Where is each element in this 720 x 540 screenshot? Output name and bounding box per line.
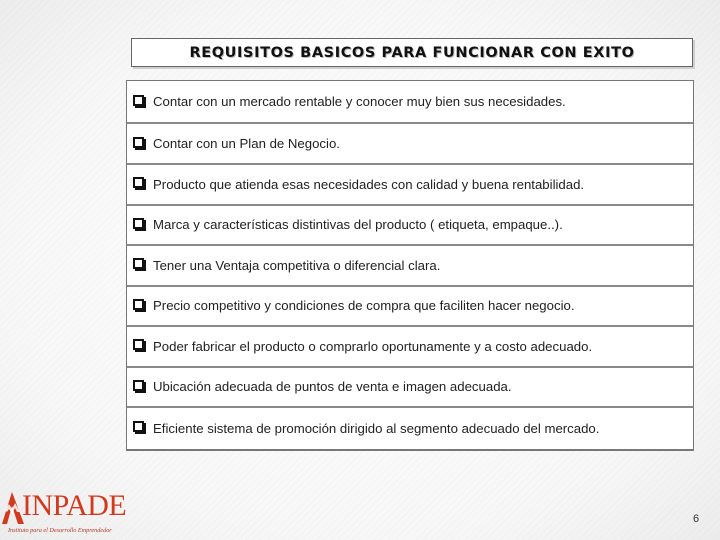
checkbox-square-icon	[133, 299, 144, 310]
checkbox-square-icon	[133, 137, 144, 148]
list-item	[127, 246, 693, 287]
list-item	[127, 287, 693, 328]
list-item	[127, 368, 693, 409]
list-item	[127, 165, 693, 206]
list-item-text: Contar con un mercado rentable y conocer muy bien sus necesidades.	[153, 94, 566, 109]
list-item	[127, 206, 693, 247]
slide-title	[131, 38, 693, 67]
logo-name: INPADE	[22, 489, 127, 522]
checkbox-square-icon	[133, 95, 144, 106]
list-item-text: Ubicación adecuada de puntos de venta e imagen adecuada.	[153, 379, 512, 395]
logo-subtitle: Instituto para el Desarrollo Emprendedor	[8, 527, 112, 534]
list-item-text: Contar con un Plan de Negocio.	[153, 136, 340, 151]
checkbox-square-icon	[133, 421, 144, 432]
list-item	[127, 327, 693, 368]
checkbox-square-icon	[133, 177, 144, 188]
checkbox-square-icon	[133, 380, 144, 391]
inpade-logo	[0, 486, 127, 540]
list-item-text: Producto que atienda esas necesidades con calidad y buena rentabilidad.	[153, 176, 585, 192]
page-number: 6	[693, 513, 700, 525]
list-item	[127, 81, 693, 124]
checkbox-square-icon	[133, 339, 144, 350]
list-item-text: Precio competitivo y condiciones de compra que faciliten hacer negocio.	[153, 298, 575, 314]
list-item	[127, 124, 693, 165]
checkbox-square-icon	[133, 258, 144, 269]
list-item-text: Tener una Ventaja competitiva o diferencial clara.	[153, 257, 441, 273]
checkbox-square-icon	[133, 218, 144, 229]
requirements-list	[126, 80, 694, 451]
list-item-text: Eficiente sistema de promoción dirigido al segmento adecuado del mercado.	[153, 420, 600, 436]
slide-title-text: REQUISITOS BASICOS PARA FUNCIONAR CON EXITO	[189, 44, 635, 61]
list-item	[127, 408, 693, 449]
list-item-text: Marca y características distintivas del producto ( etiqueta, empaque..).	[153, 217, 563, 233]
list-item-text: Poder fabricar el producto o comprarlo oportunamente y a costo adecuado.	[153, 338, 593, 354]
